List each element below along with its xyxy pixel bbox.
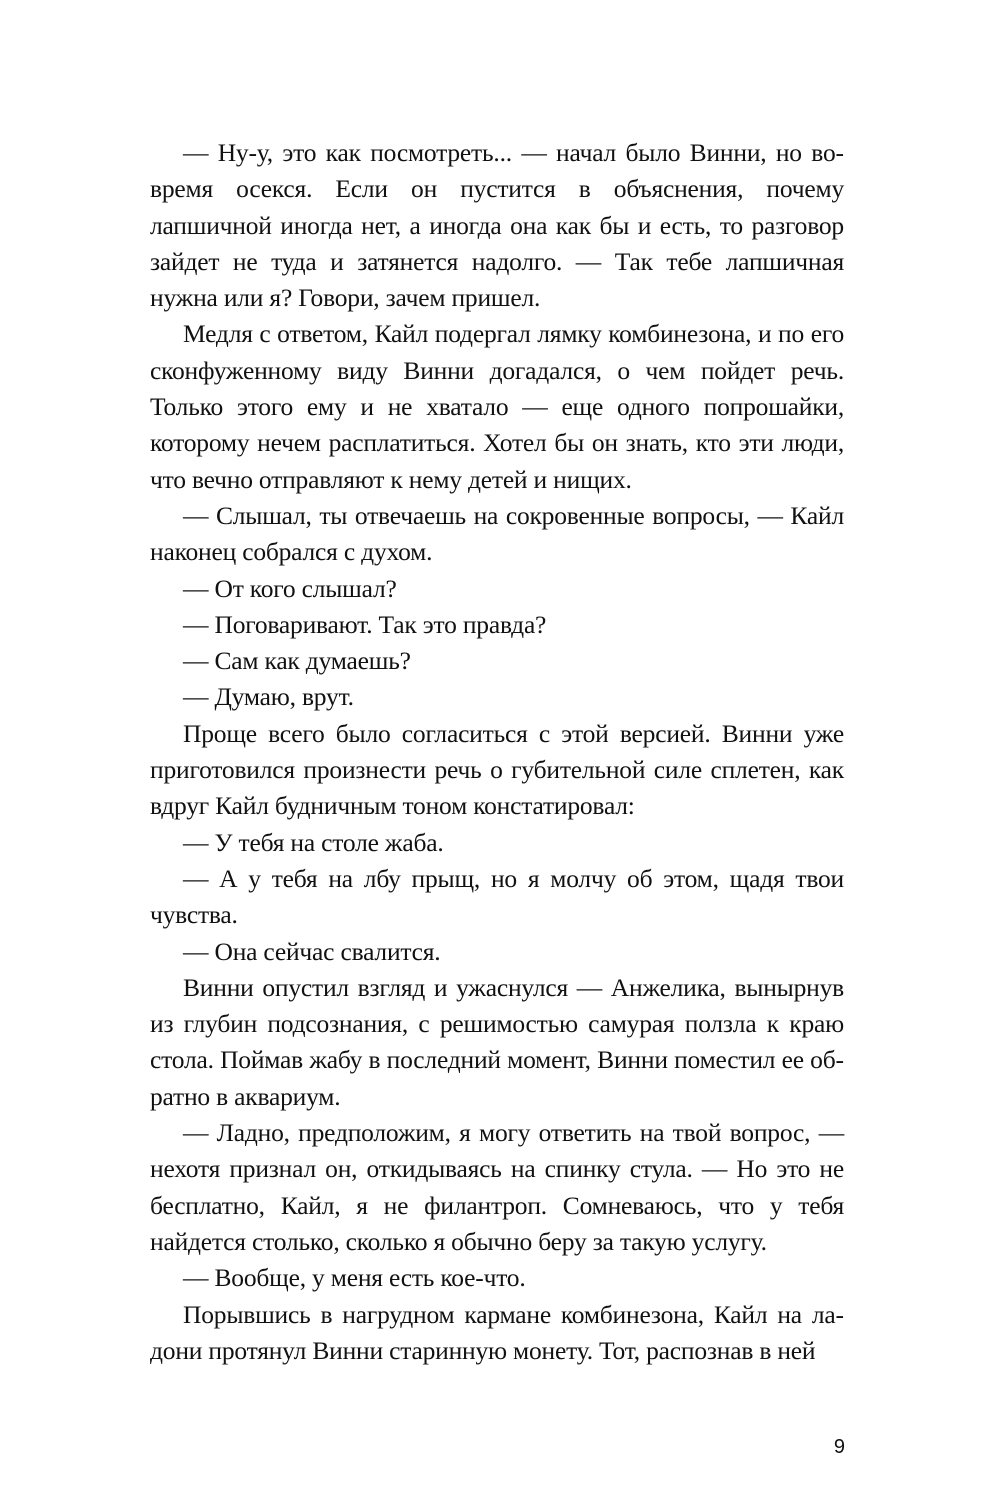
body-text <box>150 135 844 1369</box>
paragraph: — Она сейчас свалится. <box>183 936 441 966</box>
paragraph: — Сам как думаешь? <box>183 646 411 676</box>
paragraph: — А у тебя на лбу прыщ, но я молчу об этом, щадя твои чувства. <box>150 863 844 930</box>
paragraph: — Ладно, предположим, я могу ответить на твой вопрос, — нехотя признал он, откидываясь на спинку стула. — Но это не бесплатно, Кайл, я не филантроп. Сомневаюсь, что у тебя найдется столько, сколько я обычно беру за такую услугу. <box>150 1118 844 1256</box>
paragraph: Порывшись в нагрудном кармане комбинезона, Кайл на ладони протянул Винни старинную монету. Тот, распознав в ней <box>150 1299 844 1365</box>
paragraph: — Слышал, ты отвечаешь на сокровенные вопросы, — Кайл наконец собрался с духом. <box>150 500 844 567</box>
paragraph: — От кого слышал? <box>183 573 397 603</box>
paragraph: — Ну-у, это как посмотреть... — начал было Винни, но вовремя осекся. Если он пустится в объяснения, почему лапшичной иногда нет, а иногда она как бы и есть, то разговор зайдет не туда и затянется надолго. — Так тебе лапшичная нужна или я? Говори, зачем пришел. <box>150 138 844 313</box>
paragraph: Медля с ответом, Кайл подергал лямку комбинезона, и по его сконфуженному виду Винни догадался, о чем пойдет речь. Только этого ему и не хватало — еще одного попрошайки, которому нечем расплатиться. Хотел бы он знать, кто эти люди, что вечно отправляют к нему детей и нищих. <box>150 319 844 494</box>
paragraph: Проще всего было согласиться с этой версией. Винни уже приготовился произнести речь о губительной силе сплетен, как вдруг Кайл будничным тоном констатировал: <box>150 718 844 821</box>
paragraph: Винни опустил взгляд и ужаснулся — Анжелика, вынырнув из глубин подсознания, с решимостью самурая ползла к краю стола. Поймав жабу в последний момент, Винни поместил ее обратно в аквариум. <box>150 972 844 1111</box>
paragraph: — Поговаривают. Так это правда? <box>183 609 547 639</box>
paragraph: — У тебя на столе жаба. <box>183 827 444 857</box>
paragraph: — Вообще, у меня есть кое-что. <box>183 1263 526 1293</box>
page-number: 9 <box>833 1436 845 1458</box>
paragraph: — Думаю, врут. <box>183 682 354 712</box>
